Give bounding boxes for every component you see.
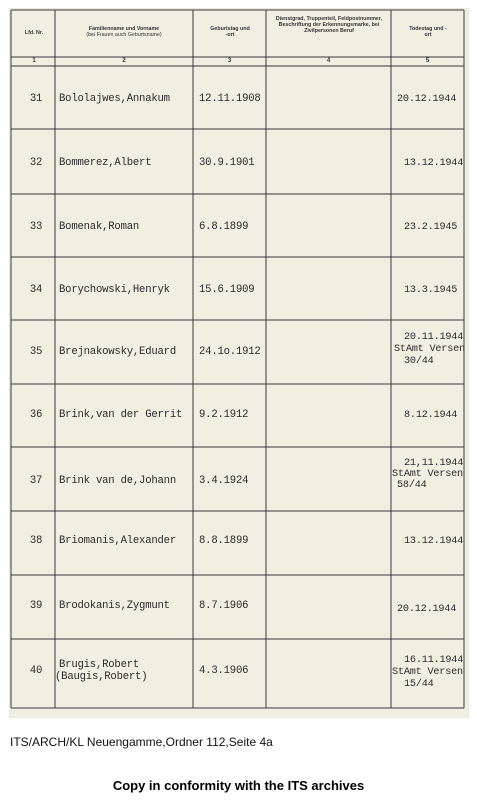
row-number: 33 xyxy=(29,221,43,233)
row-number: 32 xyxy=(29,157,43,169)
header-name-note: (bei Frauen auch Geburtsname) xyxy=(86,32,162,39)
copy-conformity-note: Copy in conformity with the ITS archives xyxy=(112,778,365,793)
row-death-number: 15/44 xyxy=(404,679,434,690)
row-birth: 12.11.1908 xyxy=(199,93,261,105)
row-birth: 3.4.1924 xyxy=(199,475,249,487)
row-death: 16.11.1944 xyxy=(404,655,464,666)
archive-reference: ITS/ARCH/KL Neuengamme,Ordner 112,Seite 4a xyxy=(10,735,273,749)
row-number: 31 xyxy=(29,93,43,105)
column-number: 3 xyxy=(227,58,232,64)
header-name-label: Familienname und Vorname xyxy=(88,26,160,32)
row-number: 40 xyxy=(29,665,43,677)
row-number: 36 xyxy=(29,409,43,421)
header-name xyxy=(57,26,191,38)
column-number: 4 xyxy=(326,58,331,64)
row-death: 13.12.1944 xyxy=(404,158,464,169)
row-name: Brink van de,Johann xyxy=(59,475,176,487)
row-birth: 24.1o.1912 xyxy=(199,346,261,358)
row-number: 39 xyxy=(29,600,43,612)
row-name: Bomenak,Roman xyxy=(59,221,140,233)
row-number: 37 xyxy=(29,475,43,487)
header-rank: Dienstgrad, Truppenteil, Feldpostnummer, Beschriftung der Erkennungsmarke, bei Zivilpersonen Beruf xyxy=(275,16,383,35)
row-death: 20.12.1944 xyxy=(397,94,457,105)
row-death-number: 58/44 xyxy=(397,480,427,491)
header-lfd-nr: Lfd. Nr. xyxy=(24,30,44,36)
row-death: 13.12.1944 xyxy=(404,536,464,547)
header-birth: Geburtstag und -ort xyxy=(210,26,250,39)
row-name: Brejnakowsky,Eduard xyxy=(59,346,176,358)
row-death: 23.2.1945 xyxy=(404,222,458,233)
document-scan xyxy=(9,8,469,718)
row-name: Brodokanis,Zygmunt xyxy=(59,600,170,612)
row-death: 13.3.1945 xyxy=(404,285,458,296)
row-name-alias: (Baugis,Robert) xyxy=(55,671,148,683)
row-death-registry: StAmt Versen xyxy=(394,344,465,355)
row-name: Brink,van der Gerrit xyxy=(59,409,183,421)
row-birth: 8.7.1906 xyxy=(199,600,249,612)
column-number: 2 xyxy=(122,58,126,64)
row-death: 20.11.1944 xyxy=(404,332,464,343)
row-name: Borychowski,Henryk xyxy=(59,284,170,296)
row-name: Briomanis,Alexander xyxy=(59,535,176,547)
column-number: 1 xyxy=(32,58,36,64)
row-birth: 8.8.1899 xyxy=(199,535,249,547)
row-name: Bommerez,Albert xyxy=(59,157,152,169)
row-name: Bololajwes,Annakum xyxy=(59,93,170,105)
row-death: 21,11.1944 xyxy=(404,458,464,469)
row-death: 8.12.1944 xyxy=(404,410,458,421)
row-birth: 30.9.1901 xyxy=(199,157,255,169)
row-birth: 4.3.1906 xyxy=(199,665,249,677)
row-birth: 9.2.1912 xyxy=(199,409,249,421)
row-death-registry: StAmt Versen xyxy=(392,469,463,480)
row-death-number: 30/44 xyxy=(404,356,434,367)
header-death: Todestag und -ort xyxy=(409,26,447,39)
row-birth: 6.8.1899 xyxy=(199,221,249,233)
row-number: 34 xyxy=(29,284,43,296)
row-death: 20.12.1944 xyxy=(397,604,457,615)
row-number: 35 xyxy=(29,346,43,358)
row-death-registry: StAmt Versen xyxy=(392,667,463,678)
row-number: 38 xyxy=(29,535,43,547)
row-birth: 15.6.1909 xyxy=(199,284,255,296)
column-number: 5 xyxy=(425,58,430,64)
row-name: Brugis,Robert xyxy=(59,659,140,671)
